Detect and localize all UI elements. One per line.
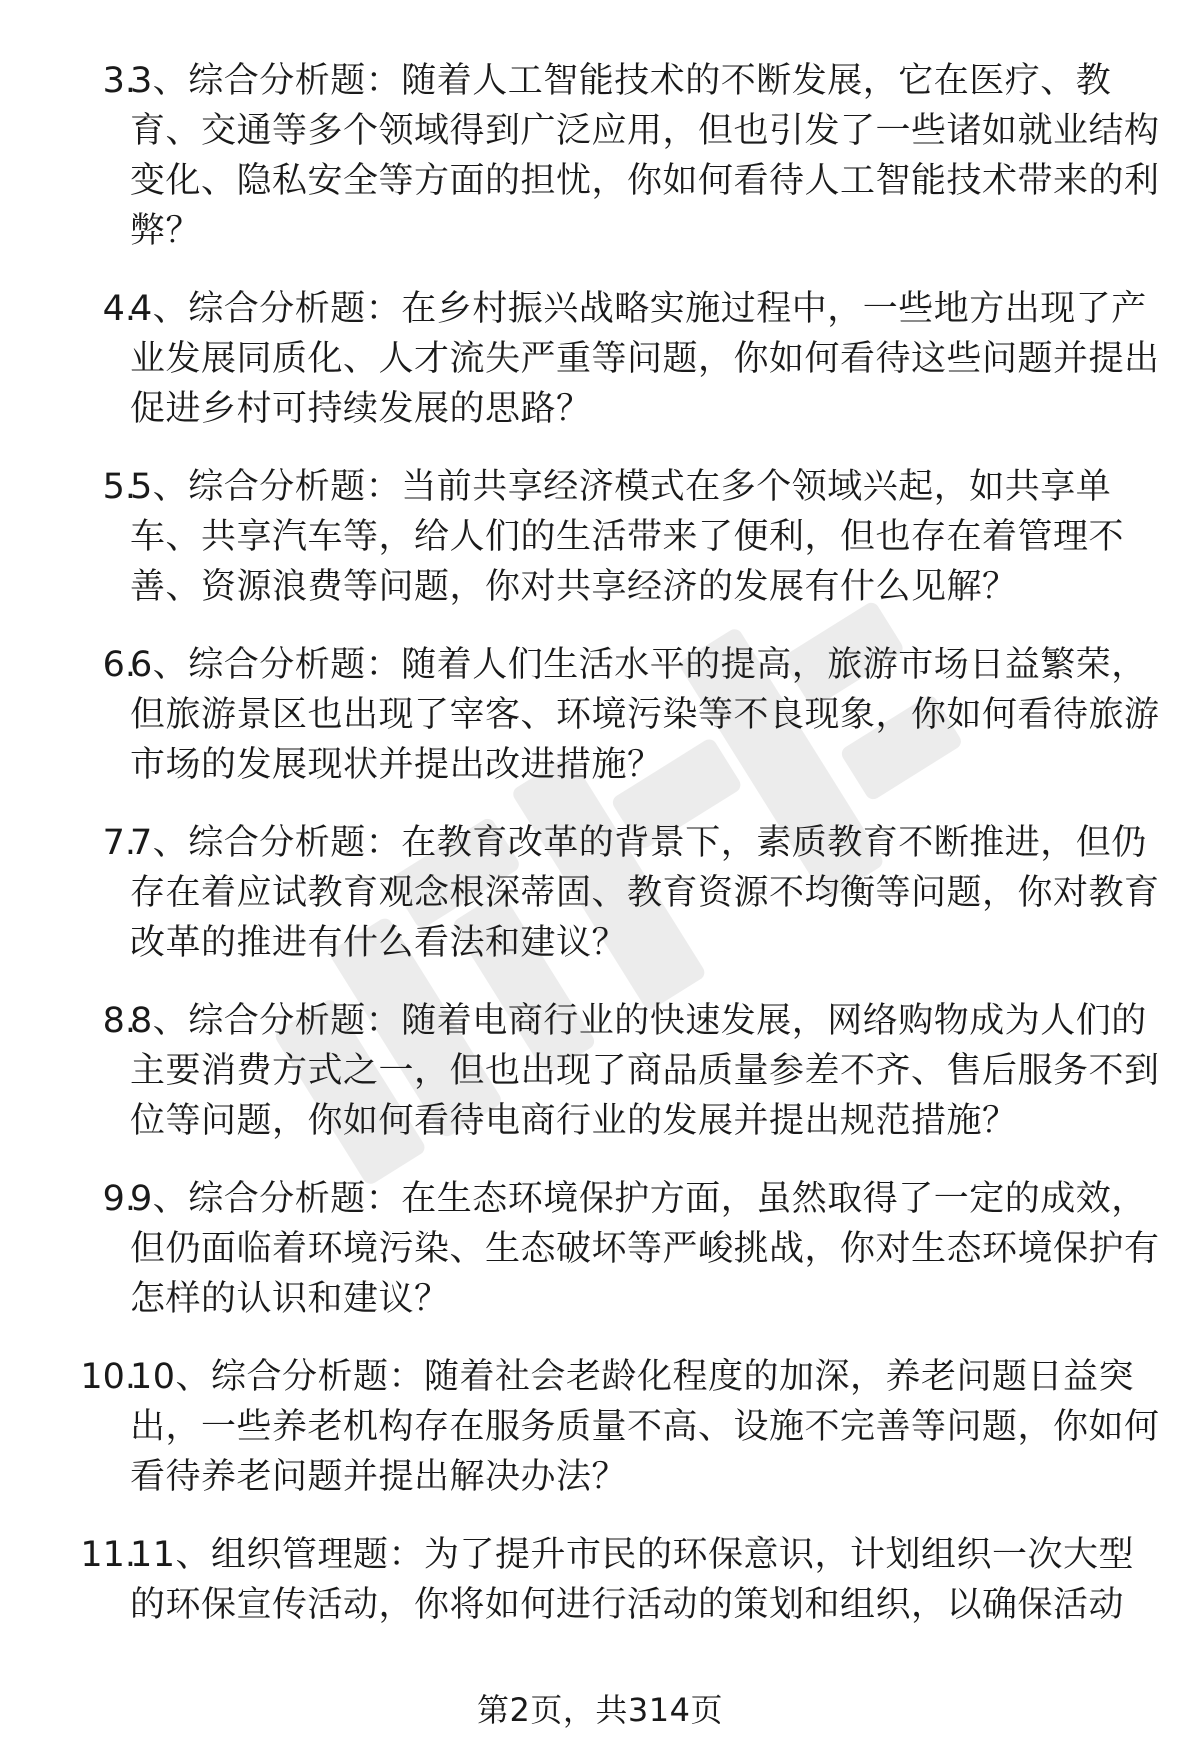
question-item [0,996,1200,1146]
question-text: 11、组织管理题：为了提升市民的环保意识，计划组织一次大型的环保宣传活动，你将如何进行活动的策划和组织，以确保活动 [130,1535,1135,1625]
question-number: 11. [80,1535,136,1575]
question-item [0,56,1200,256]
question-list [0,56,1200,1658]
question-number: 7. [102,823,136,863]
question-text: 3、综合分析题：随着人工智能技术的不断发展，它在医疗、教育、交通等多个领域得到广泛应用，但也引发了一些诸如就业结构变化、隐私安全等方面的担忧，你如何看待人工智能技术带来的利弊？ [130,61,1160,251]
question-number: 5. [102,467,136,507]
question-number: 10. [80,1357,136,1397]
question-item [0,1352,1200,1502]
question-item [0,640,1200,790]
question-item [0,1530,1200,1630]
question-item [0,1174,1200,1324]
question-item [0,462,1200,612]
question-text: 9、综合分析题：在生态环境保护方面，虽然取得了一定的成效，但仍面临着环境污染、生态破坏等严峻挑战，你对生态环境保护有怎样的认识和建议？ [130,1179,1160,1319]
question-text: 10、综合分析题：随着社会老龄化程度的加深，养老问题日益突出，一些养老机构存在服务质量不高、设施不完善等问题，你如何看待养老问题并提出解决办法？ [130,1357,1160,1497]
question-text: 8、综合分析题：随着电商行业的快速发展，网络购物成为人们的主要消费方式之一，但也出现了商品质量参差不齐、售后服务不到位等问题，你如何看待电商行业的发展并提出规范措施？ [130,1001,1160,1141]
question-number: 4. [102,289,136,329]
question-text: 7、综合分析题：在教育改革的背景下，素质教育不断推进，但仍存在着应试教育观念根深蒂固、教育资源不均衡等问题，你对教育改革的推进有什么看法和建议？ [130,823,1160,963]
question-text: 6、综合分析题：随着人们生活水平的提高，旅游市场日益繁荣，但旅游景区也出现了宰客、环境污染等不良现象，你如何看待旅游市场的发展现状并提出改进措施？ [130,645,1160,785]
question-number: 3. [102,61,136,101]
question-number: 9. [102,1179,136,1219]
question-text: 5、综合分析题：当前共享经济模式在多个领域兴起，如共享单车、共享汽车等，给人们的生活带来了便利，但也存在着管理不善、资源浪费等问题，你对共享经济的发展有什么见解？ [130,467,1125,607]
question-text: 4、综合分析题：在乡村振兴战略实施过程中，一些地方出现了产业发展同质化、人才流失严重等问题，你如何看待这些问题并提出促进乡村可持续发展的思路？ [130,289,1160,429]
question-item [0,818,1200,968]
question-item [0,284,1200,434]
page-footer: 第2页，共314页 [477,1691,723,1729]
question-number: 6. [102,645,136,685]
question-number: 8. [102,1001,136,1041]
